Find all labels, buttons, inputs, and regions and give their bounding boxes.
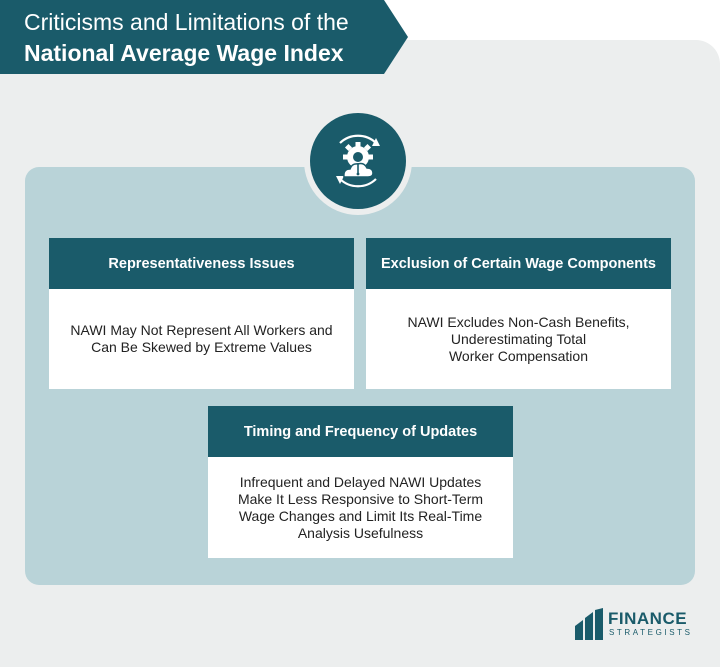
title-line-1: Criticisms and Limitations of the [24,9,349,35]
card-exclusion [366,238,671,389]
logo-mark-icon [575,608,605,640]
card-representativeness [49,238,354,389]
logo-subtitle: STRATEGISTS [609,628,693,637]
title-banner [0,0,408,74]
title-line-2: National Average Wage Index [24,40,344,66]
card-timing [208,406,513,558]
card-body: NAWI Excludes Non-Cash Benefits, Underestimating Total Worker Compensation [366,289,671,389]
card-header: Representativeness Issues [49,238,354,289]
card-header: Exclusion of Certain Wage Components [366,238,671,289]
card-body: Infrequent and Delayed NAWI Updates Make It Less Responsive to Short-Term Wage Changes and Limit Its Real-Time Analysis Usefulness [208,457,513,558]
finance-strategists-logo [575,608,695,642]
gear-cloud-arrows-icon [310,113,406,209]
logo-name: FINANCE [608,609,688,628]
card-body: NAWI May Not Represent All Workers and Can Be Skewed by Extreme Values [49,289,354,389]
card-header: Timing and Frequency of Updates [208,406,513,457]
